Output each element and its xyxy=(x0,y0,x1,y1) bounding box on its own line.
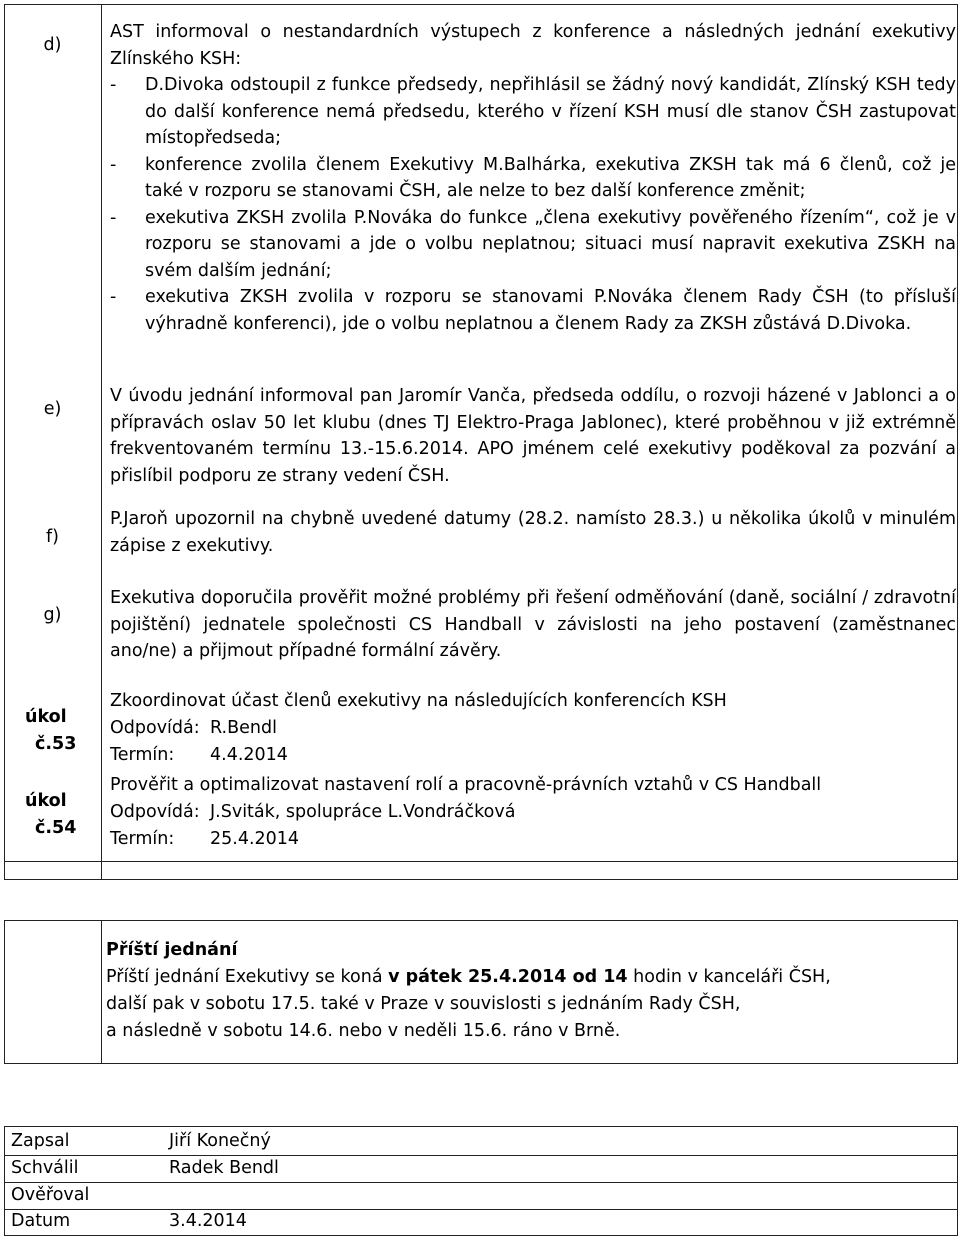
task-53 xyxy=(110,688,956,769)
task-deadline: Termín: 25.4.2014 xyxy=(110,829,300,849)
task-deadline: Termín: 4.4.2014 xyxy=(110,745,288,765)
signature-row: Ověřoval xyxy=(11,1185,90,1205)
list-item: - konference zvolila členem Exekutivy M.Balhárka, exekutiva ZKSH tak má 6 členů, což je také v rozporu se stanovami ČSH, ale nelze to bez další konference změnit; xyxy=(110,154,956,201)
task-title: Prověřit a optimalizovat nastavení rolí a pracovně-právních vztahů v CS Handball xyxy=(110,775,822,795)
signature-row: Zapsal Jiří Konečný xyxy=(11,1131,271,1151)
next-meeting-line2: další pak v sobotu 17.5. také v Praze v souvislosti s jednáním Rady ČSH, xyxy=(106,994,741,1014)
list-item: - D.Divoka odstoupil z funkce předsedy, nepřihlásil se žádný nový kandidát, Zlínský KSH tedy do další konference nemá předsedu, kterého v řízení KSH musí dle stanov ČSH zastupovat místopředseda; xyxy=(110,75,956,148)
minutes-table xyxy=(4,4,958,880)
section-e-text: V úvodu jednání informoval pan Jaromír Vanča, předseda oddílu, o rozvoji házené v Jablonci a o přípravách oslav 50 let klubu (dnes TJ Elektro-Praga Jablonec), které proběhnou v již extrémně frekventovaném termínu 13.-15.6.2014. APO jménem celé exekutivy poděkoval za pozvání a přislíbil podporu ze strany vedení ČSH. xyxy=(110,386,956,486)
task-54-label: úkol č.54 xyxy=(25,791,77,838)
next-meeting-line1: Příští jednání Exekutivy se koná v pátek 25.4.2014 od 14 hodin v kanceláři ČSH, xyxy=(106,967,831,987)
next-meeting-heading: Příští jednání xyxy=(106,940,238,960)
task-53-label: úkol č.53 xyxy=(25,707,77,754)
section-g-label: g) xyxy=(43,605,62,625)
column-divider xyxy=(101,921,102,1063)
section-g-text: Exekutiva doporučila prověřit možné problémy při řešení odměňování (daně, sociální / zdravotní pojištění) jednatele společnosti CS Handball v závislosti na jeho postavení (zaměstnanec ano/ne) a přijmout případné formální závěry. xyxy=(110,588,956,661)
list-item: - exekutiva ZKSH zvolila P.Nováka do funkce „člena exekutivy pověřeného řízením“, což je v rozporu se stanovami a jde o volbu neplatnou; situaci musí napravit exekutiva ZSKH na svém dalším jednání; xyxy=(110,207,956,281)
section-f-label: f) xyxy=(46,527,59,547)
signature-table xyxy=(4,1126,958,1236)
section-d-content xyxy=(110,19,956,337)
section-e-label: e) xyxy=(43,399,62,419)
section-d-label: d) xyxy=(43,35,62,55)
section-d-intro: AST informoval o nestandardních výstupech z konference a následných jednání exekutivy Zlínského KSH: xyxy=(110,22,956,69)
next-meeting-content xyxy=(106,937,831,1045)
section-f-text: P.Jaroň upozornil na chybně uvedené datumy (28.2. namísto 28.3.) u několika úkolů v minulém zápise z exekutivy. xyxy=(110,509,956,556)
next-meeting-line3: a následně v sobotu 14.6. nebo v neděli 15.6. ráno v Brně. xyxy=(106,1021,621,1041)
task-responsible: Odpovídá: J.Sviták, spolupráce L.Vondráčková xyxy=(110,802,516,822)
column-divider xyxy=(101,5,102,879)
signature-row: Datum 3.4.2014 xyxy=(11,1211,247,1231)
list-item: - exekutiva ZKSH zvolila v rozporu se stanovami P.Nováka členem Rady ČSH (to přísluší výhradně konferenci), jde o volbu neplatnou a členem Rady za ZKSH zůstává D.Divoka. xyxy=(110,287,956,334)
next-meeting-box xyxy=(4,920,958,1064)
row-divider xyxy=(5,861,957,862)
task-54 xyxy=(110,772,956,853)
task-responsible: Odpovídá: R.Bendl xyxy=(110,718,277,738)
signature-row: Schválil Radek Bendl xyxy=(11,1158,279,1178)
task-title: Zkoordinovat účast členů exekutivy na následujících konferencích KSH xyxy=(110,691,727,711)
